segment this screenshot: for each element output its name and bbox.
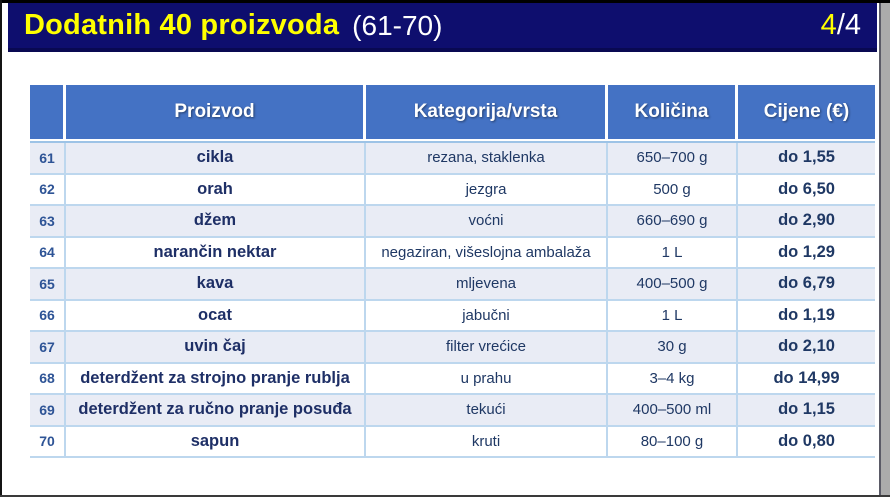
category-value: jabučni xyxy=(366,301,608,331)
category-value: filter vrećice xyxy=(366,332,608,362)
product-name: deterdžent za ručno pranje posuđa xyxy=(66,395,366,425)
quantity-value: 500 g xyxy=(608,175,738,205)
row-number: 67 xyxy=(30,332,66,362)
price-value: do 1,19 xyxy=(778,305,835,324)
column-header-index xyxy=(30,85,66,139)
product-name: narančin nektar xyxy=(66,238,366,268)
product-name: orah xyxy=(66,175,366,205)
category-value: mljevena xyxy=(366,269,608,299)
product-name: džem xyxy=(66,206,366,236)
category-value: voćni xyxy=(366,206,608,236)
quantity-value: 80–100 g xyxy=(608,427,738,457)
row-number: 65 xyxy=(30,269,66,299)
price-value: do 1,55 xyxy=(778,148,835,167)
price-value: do 0,80 xyxy=(778,431,835,450)
slide-top-border xyxy=(0,0,890,3)
category-value: tekući xyxy=(366,395,608,425)
quantity-value: 400–500 ml xyxy=(608,395,738,425)
title-band xyxy=(8,3,877,52)
table-row xyxy=(30,427,875,459)
quantity-value: 400–500 g xyxy=(608,269,738,299)
price-value: do 6,79 xyxy=(778,274,835,293)
product-name: kava xyxy=(66,269,366,299)
slide-left-border xyxy=(0,0,2,497)
table-header-row xyxy=(30,85,875,139)
slide-right-margin-strip xyxy=(879,0,890,497)
slide-title: Dodatnih 40 proizvoda xyxy=(24,9,340,41)
table-row xyxy=(30,395,875,427)
row-number: 64 xyxy=(30,238,66,268)
column-header-kolicina: Količina xyxy=(608,85,738,139)
category-value: kruti xyxy=(366,427,608,457)
table-row xyxy=(30,238,875,270)
page-indicator xyxy=(821,9,861,42)
category-value: rezana, staklenka xyxy=(366,143,608,173)
products-table xyxy=(30,85,875,458)
table-row xyxy=(30,332,875,364)
price-value: do 2,90 xyxy=(778,211,835,230)
page-current-number: 4 xyxy=(820,9,837,41)
table-row xyxy=(30,301,875,333)
table-row xyxy=(30,269,875,301)
row-number: 62 xyxy=(30,175,66,205)
column-header-cijene: Cijene (€) xyxy=(763,101,850,122)
quantity-value: 1 L xyxy=(608,238,738,268)
table-row xyxy=(30,175,875,207)
table-row xyxy=(30,364,875,396)
price-value: do 6,50 xyxy=(778,179,835,198)
column-header-kategorija: Kategorija/vrsta xyxy=(366,85,608,139)
category-value: u prahu xyxy=(366,364,608,394)
slide-title-range: (61-70) xyxy=(352,9,443,41)
category-value: jezgra xyxy=(366,175,608,205)
quantity-value: 660–690 g xyxy=(608,206,738,236)
quantity-value: 30 g xyxy=(608,332,738,362)
product-name: ocat xyxy=(66,301,366,331)
page-total-number: /4 xyxy=(836,9,861,41)
row-number: 68 xyxy=(30,364,66,394)
price-value: do 2,10 xyxy=(778,337,835,356)
quantity-value: 650–700 g xyxy=(608,143,738,173)
row-number: 63 xyxy=(30,206,66,236)
product-name: cikla xyxy=(66,143,366,173)
price-value: do 14,99 xyxy=(773,368,840,387)
product-name: sapun xyxy=(66,427,366,457)
row-number: 66 xyxy=(30,301,66,331)
row-number: 70 xyxy=(30,427,66,457)
row-number: 61 xyxy=(30,143,66,173)
row-number: 69 xyxy=(30,395,66,425)
category-value: negaziran, višeslojna ambalaža xyxy=(366,238,608,268)
table-body xyxy=(30,141,875,458)
product-name: deterdžent za strojno pranje rublja xyxy=(66,364,366,394)
product-name: uvin čaj xyxy=(66,332,366,362)
quantity-value: 3–4 kg xyxy=(608,364,738,394)
price-value: do 1,29 xyxy=(778,242,835,261)
quantity-value: 1 L xyxy=(608,301,738,331)
table-row xyxy=(30,143,875,175)
column-header-proizvod: Proizvod xyxy=(66,85,366,139)
price-value: do 1,15 xyxy=(778,400,835,419)
table-row xyxy=(30,206,875,238)
